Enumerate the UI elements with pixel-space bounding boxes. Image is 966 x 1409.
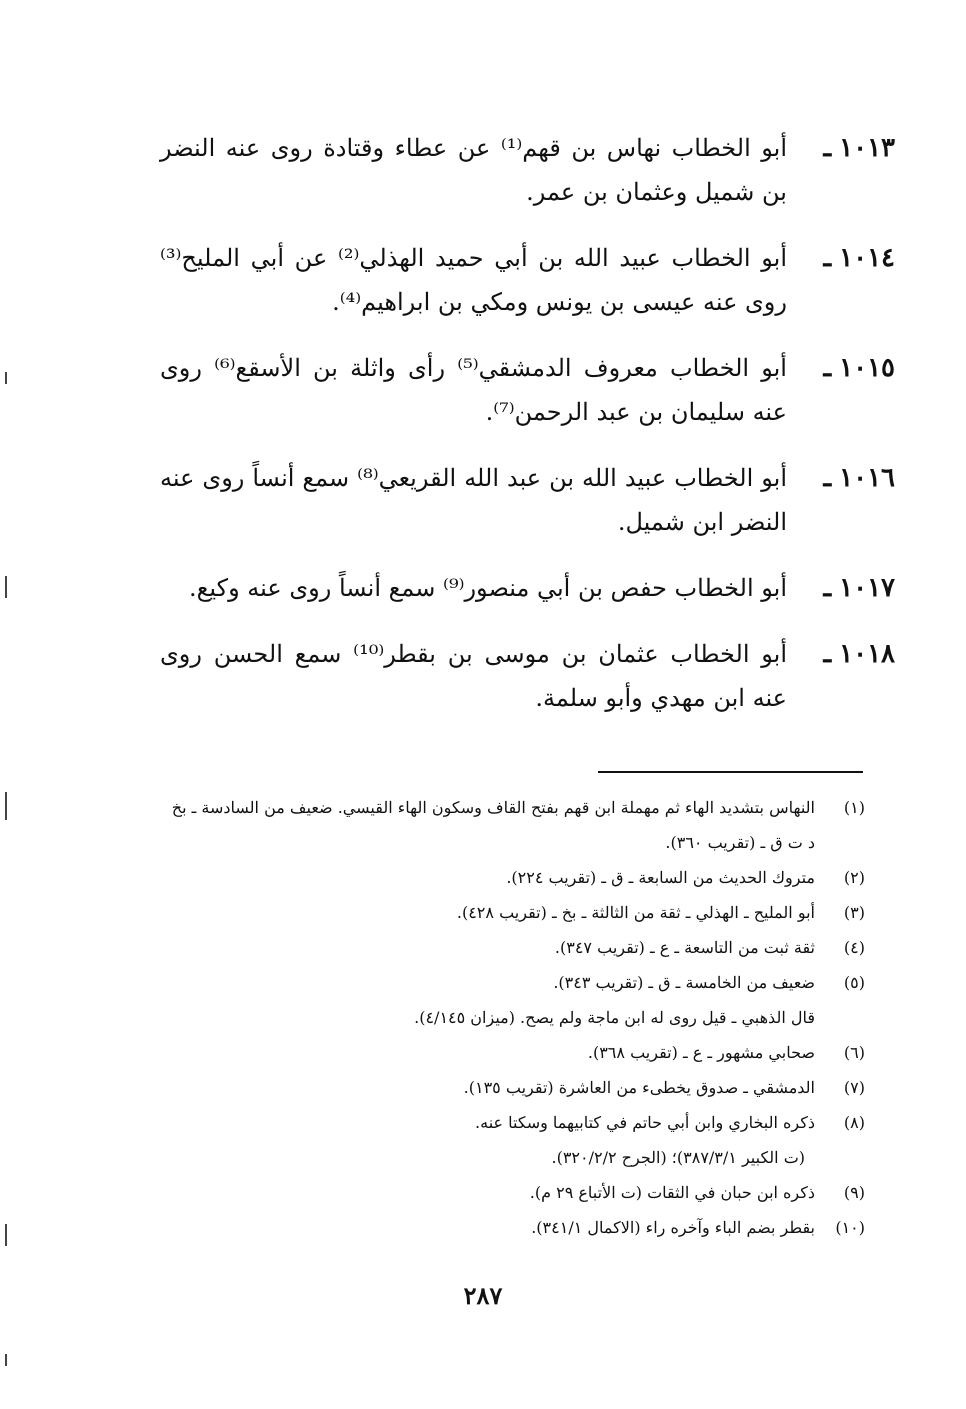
footnote-text: الدمشقي ـ صدوق يخطىء من العاشرة (تقريب ١٣٥). <box>463 1078 815 1097</box>
footnote-label: (١) <box>843 798 865 817</box>
footnote <box>160 860 865 895</box>
footnote-text: قال الذهبي ـ قيل روى له ابن ماجة ولم يصح. (ميزان ٤/١٤٥). <box>414 1008 815 1027</box>
footnote-text: ذكره ابن حبان في الثقات (ت الأتباع ٢٩ م). <box>529 1183 815 1202</box>
entry-text: أبو الخطاب عبيد الله بن عبد الله القريعي⁽⁸⁾ سمع أنساً روى عنه النضر ابن شميل. <box>160 464 787 536</box>
footnote-label: (٣) <box>843 903 865 922</box>
scan-mark <box>5 372 7 384</box>
footnote-label: (٥) <box>843 973 865 992</box>
entry-number: ١٠١٤ـ <box>823 243 895 273</box>
scan-mark <box>5 792 7 820</box>
entry-number: ١٠١٣ـ <box>823 133 895 163</box>
footnote-text: (ت الكبير ٣٨٧/٣/١)؛ (الجرح ٣٢٠/٢/٢). <box>551 1148 805 1167</box>
scan-mark <box>5 1224 7 1246</box>
entry-number: ١٠١٨ـ <box>823 639 895 669</box>
entry-number: ١٠١٥ـ <box>823 353 895 383</box>
entry <box>160 236 895 324</box>
entry <box>160 346 895 434</box>
entry-number: ١٠١٦ـ <box>823 463 895 493</box>
footnote-text: بقطر بضم الباء وآخره راء (الاكمال ٣٤١/١). <box>531 1218 815 1237</box>
scan-mark <box>5 1354 7 1366</box>
footnote <box>160 1175 865 1210</box>
entry <box>160 456 895 544</box>
footnote <box>160 1070 865 1105</box>
footnote-label: (٨) <box>843 1113 865 1132</box>
entry <box>160 632 895 720</box>
footnote-label: (٤) <box>843 938 865 957</box>
footnote <box>160 895 865 930</box>
entry-text: أبو الخطاب معروف الدمشقي⁽⁵⁾ رأى واثلة بن الأسقع⁽⁶⁾ روى عنه سليمان بن عبد الرحمن⁽⁷⁾. <box>160 354 787 426</box>
footnote-text: ذكره البخاري وابن أبي حاتم في كتابيهما وسكتا عنه. <box>475 1113 815 1132</box>
footnote-label: (١٠) <box>835 1218 865 1237</box>
footnote <box>160 790 865 860</box>
footnote-continuation <box>160 1140 865 1175</box>
entry <box>160 126 895 214</box>
footnote-label: (٢) <box>843 868 865 887</box>
footnote-text: ضعيف من الخامسة ـ ق ـ (تقريب ٣٤٣). <box>553 973 815 992</box>
footnote-text: صحابي مشهور ـ ع ـ (تقريب ٣٦٨). <box>587 1043 815 1062</box>
entry-text: أبو الخطاب عثمان بن موسى بن بقطر⁽¹⁰⁾ سمع الحسن روى عنه ابن مهدي وأبو سلمة. <box>160 640 788 712</box>
footnote-text: النهاس بتشديد الهاء ثم مهملة ابن قهم بفتح القاف وسكون الهاء القيسي. ضعيف من السادسة ـ بخ د ت ق ـ (تقريب ٣٦٠). <box>171 798 815 852</box>
entry-number: ١٠١٧ـ <box>823 573 895 603</box>
footnote <box>160 930 865 965</box>
footnote-label: (٩) <box>843 1183 865 1202</box>
entry-text: أبو الخطاب نهاس بن قهم⁽¹⁾ عن عطاء وقتادة روى عنه النضر بن شميل وعثمان بن عمر. <box>160 134 788 206</box>
footnote <box>160 1105 865 1140</box>
scan-mark <box>5 576 7 598</box>
footnote-label: (٧) <box>843 1078 865 1097</box>
footnote <box>160 1035 865 1070</box>
footnote <box>160 1210 865 1245</box>
entry <box>160 566 895 610</box>
footnote-continuation <box>160 1000 865 1035</box>
entries-list <box>160 126 895 742</box>
footnote <box>160 965 865 1000</box>
footnotes-list <box>160 790 865 1245</box>
footnote-separator <box>598 771 863 773</box>
entry-text: أبو الخطاب عبيد الله بن أبي حميد الهذلي⁽²⁾ عن أبي المليح⁽³⁾ روى عنه عيسى بن يونس ومكي بن ابراهيم⁽⁴⁾. <box>160 244 787 316</box>
footnote-label: (٦) <box>843 1043 865 1062</box>
footnote-label <box>815 1000 865 1035</box>
entry-text: أبو الخطاب حفص بن أبي منصور⁽⁹⁾ سمع أنساً روى عنه وكيع. <box>189 574 787 602</box>
footnote-label <box>815 1140 865 1175</box>
footnote-text: أبو المليح ـ الهذلي ـ ثقة من الثالثة ـ بخ ـ (تقريب ٤٢٨). <box>456 903 815 922</box>
footnote-text: ثقة ثبت من التاسعة ـ ع ـ (تقريب ٣٤٧). <box>554 938 815 957</box>
footnote-text: متروك الحديث من السابعة ـ ق ـ (تقريب ٢٢٤). <box>506 868 815 887</box>
page-number: ٢٨٧ <box>463 1281 503 1310</box>
